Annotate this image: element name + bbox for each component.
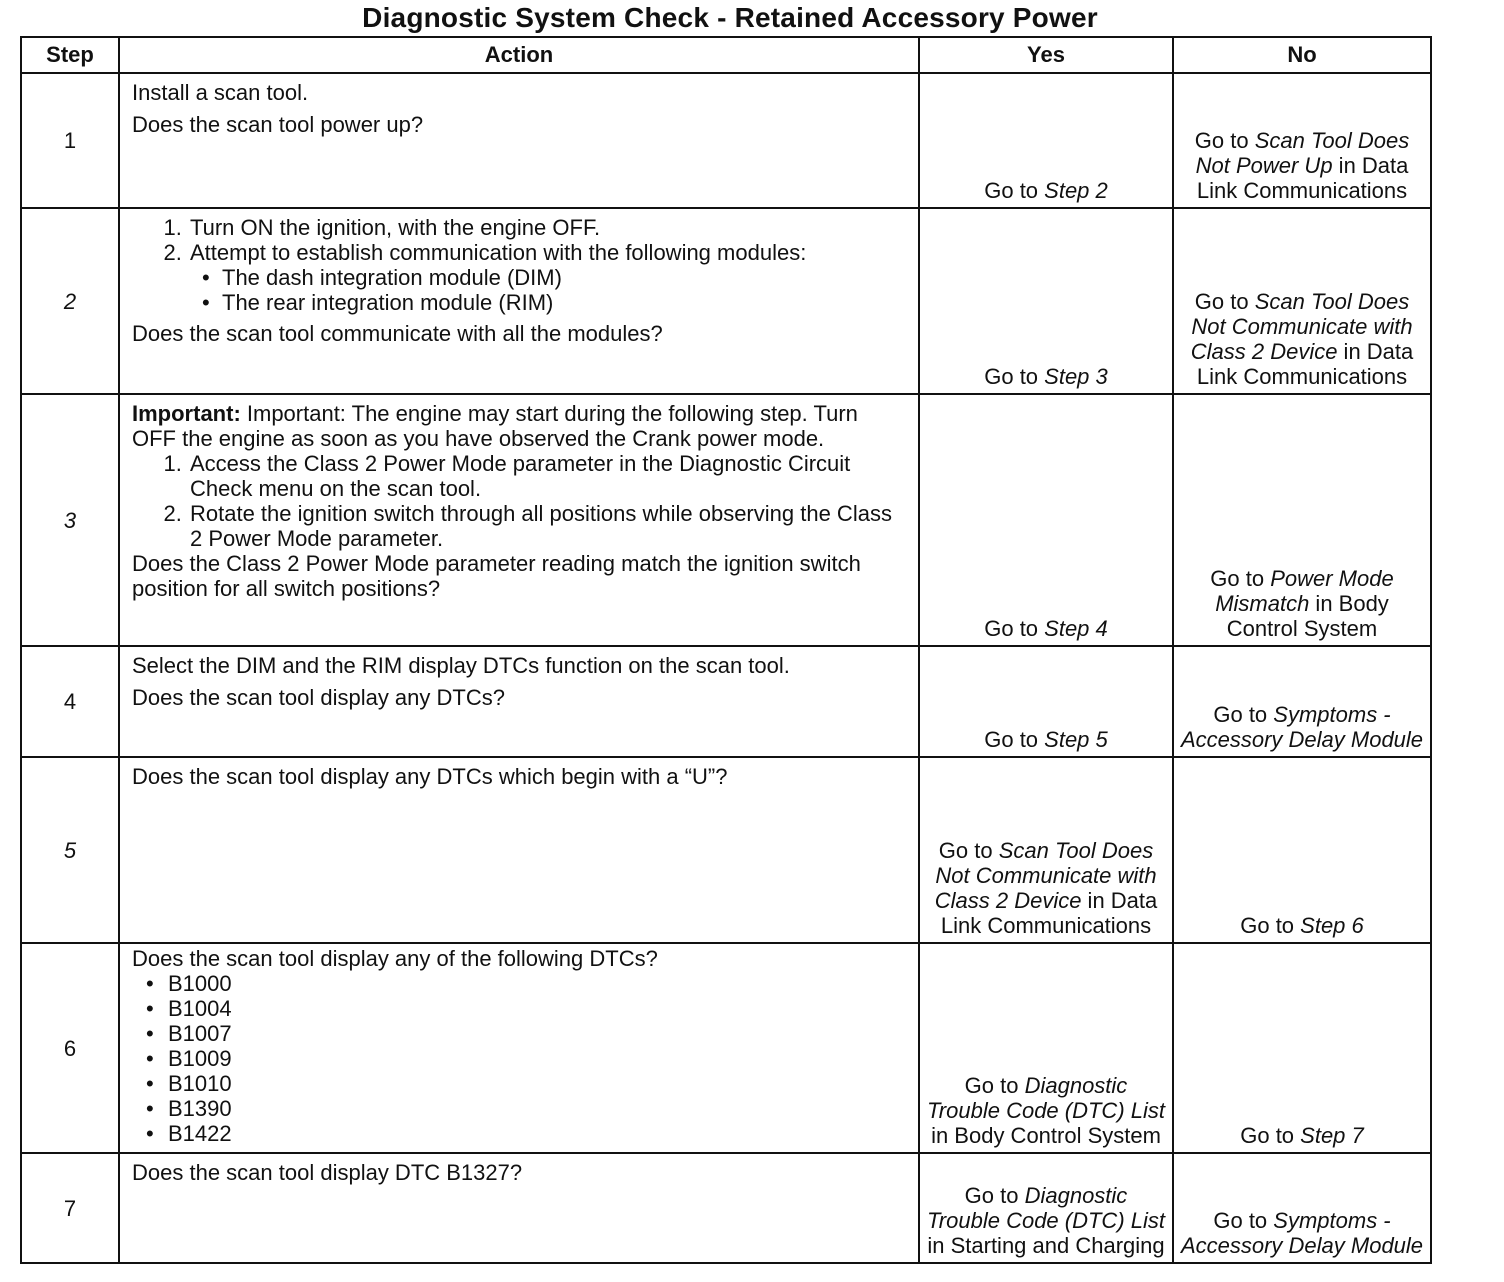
yes-suffix: in Starting and Charging [927,1233,1165,1258]
no-reference: Power Mode Mismatch [1215,566,1394,616]
yes-prefix: Go to [984,727,1045,752]
no-reference: Symptoms - Accessory Delay Module [1180,1208,1424,1258]
dtc-item: • B1007 [132,1021,908,1046]
important-text: Important: The engine may start during the following step. Turn OFF the engine as soon as you have observed the Crank power mode. [132,401,858,451]
table-row [21,1153,1431,1263]
action-question: Does the scan tool display any DTCs which begin with a “U”? [132,764,728,789]
no-suffix: in Data Link Communications [1196,339,1414,389]
header-step: Step [21,37,119,73]
no-cell [1173,208,1431,394]
no-prefix: Go to [1194,128,1255,153]
step-number: 6 [21,943,119,1153]
yes-cell [919,1153,1173,1263]
table-row [21,757,1431,943]
table-row [21,646,1431,757]
dtc-item: • B1009 [132,1046,908,1071]
yes-prefix: Go to [964,1183,1025,1208]
no-reference: Step 7 [1300,1123,1364,1148]
action-cell [119,208,919,394]
no-prefix: Go to [1194,289,1255,314]
yes-cell [919,757,1173,943]
dtc-item: • B1010 [132,1071,908,1096]
yes-prefix: Go to [964,1073,1025,1098]
no-reference: Scan Tool Does Not Communicate with Class 2 Device [1190,289,1413,364]
yes-reference: Step 3 [1044,364,1108,389]
no-prefix: Go to [1240,1123,1301,1148]
no-cell [1173,757,1431,943]
no-suffix: in Data Link Communications [1196,153,1409,203]
action-step: 2. Attempt to establish communication with the following modules: [188,240,908,265]
important-note [132,401,908,451]
no-cell [1173,73,1431,208]
table-row [21,208,1431,394]
action-steps [132,215,908,265]
no-suffix: in Body Control System [1226,591,1389,641]
page-title: Diagnostic System Check - Retained Accessory Power [362,2,1098,33]
action-steps [132,451,908,551]
header-action: Action [119,37,919,73]
dtc-item: • B1000 [132,971,908,996]
step-number: 3 [21,394,119,646]
yes-reference: Diagnostic Trouble Code (DTC) List [927,1073,1165,1123]
yes-prefix: Go to [984,364,1045,389]
yes-suffix: in Data Link Communications [940,888,1158,938]
no-reference: Step 6 [1300,913,1364,938]
no-prefix: Go to [1213,1208,1274,1233]
dtc-list [132,971,908,1146]
yes-cell [919,943,1173,1153]
diagnostic-table [20,36,1432,1264]
action-cell [119,394,919,646]
yes-reference: Step 2 [1044,178,1108,203]
module-item: • The dash integration module (DIM) [132,265,908,290]
no-reference: Scan Tool Does Not Power Up [1195,128,1410,178]
no-cell [1173,943,1431,1153]
action-question: Does the scan tool display DTC B1327? [132,1160,523,1185]
action-step: 2. Rotate the ignition switch through all positions while observing the Class 2 Power Mode parameter. [188,501,908,551]
step-number: 1 [21,73,119,208]
no-prefix: Go to [1240,913,1301,938]
action-question: Does the scan tool power up? [132,112,424,137]
action-question: Does the scan tool display any DTCs? [132,685,505,710]
yes-cell [919,646,1173,757]
action-question: Does the scan tool communicate with all the modules? [132,321,663,346]
dtc-item: • B1422 [132,1121,908,1146]
action-question: Does the Class 2 Power Mode parameter reading match the ignition switch position for all switch positions? [132,551,861,601]
action-step: 1. Access the Class 2 Power Mode parameter in the Diagnostic Circuit Check menu on the scan tool. [188,451,908,501]
step-number: 5 [21,757,119,943]
yes-cell [919,208,1173,394]
table-header-row [21,37,1431,73]
action-question: Does the scan tool display any of the following DTCs? [132,946,658,971]
yes-reference: Scan Tool Does Not Communicate with Class 2 Device [934,838,1157,913]
step-number: 7 [21,1153,119,1263]
yes-cell [919,394,1173,646]
action-text: Install a scan tool. [132,80,309,105]
no-cell [1173,394,1431,646]
no-reference: Symptoms - Accessory Delay Module [1180,702,1424,752]
action-cell [119,943,919,1153]
header-yes: Yes [919,37,1173,73]
table-row [21,73,1431,208]
module-item: • The rear integration module (RIM) [132,290,908,315]
module-list [132,265,908,315]
table-row [21,394,1431,646]
dtc-item: • B1004 [132,996,908,1021]
yes-reference: Step 4 [1044,616,1108,641]
step-number: 2 [21,208,119,394]
no-cell [1173,1153,1431,1263]
action-cell [119,1153,919,1263]
action-text: Select the DIM and the RIM display DTCs function on the scan tool. [132,653,790,678]
header-no: No [1173,37,1431,73]
yes-prefix: Go to [938,838,999,863]
yes-prefix: Go to [984,616,1045,641]
step-number: 4 [21,646,119,757]
yes-suffix: in Body Control System [931,1123,1161,1148]
yes-cell [919,73,1173,208]
yes-reference: Step 5 [1044,727,1108,752]
no-prefix: Go to [1213,702,1274,727]
action-step: 1. Turn ON the ignition, with the engine OFF. [188,215,908,240]
yes-reference: Diagnostic Trouble Code (DTC) List [927,1183,1165,1233]
action-cell [119,757,919,943]
yes-prefix: Go to [984,178,1045,203]
table-row [21,943,1431,1153]
important-label: Important: [132,401,241,426]
action-cell [119,646,919,757]
dtc-item: • B1390 [132,1096,908,1121]
action-cell [119,73,919,208]
no-cell [1173,646,1431,757]
no-prefix: Go to [1210,566,1271,591]
